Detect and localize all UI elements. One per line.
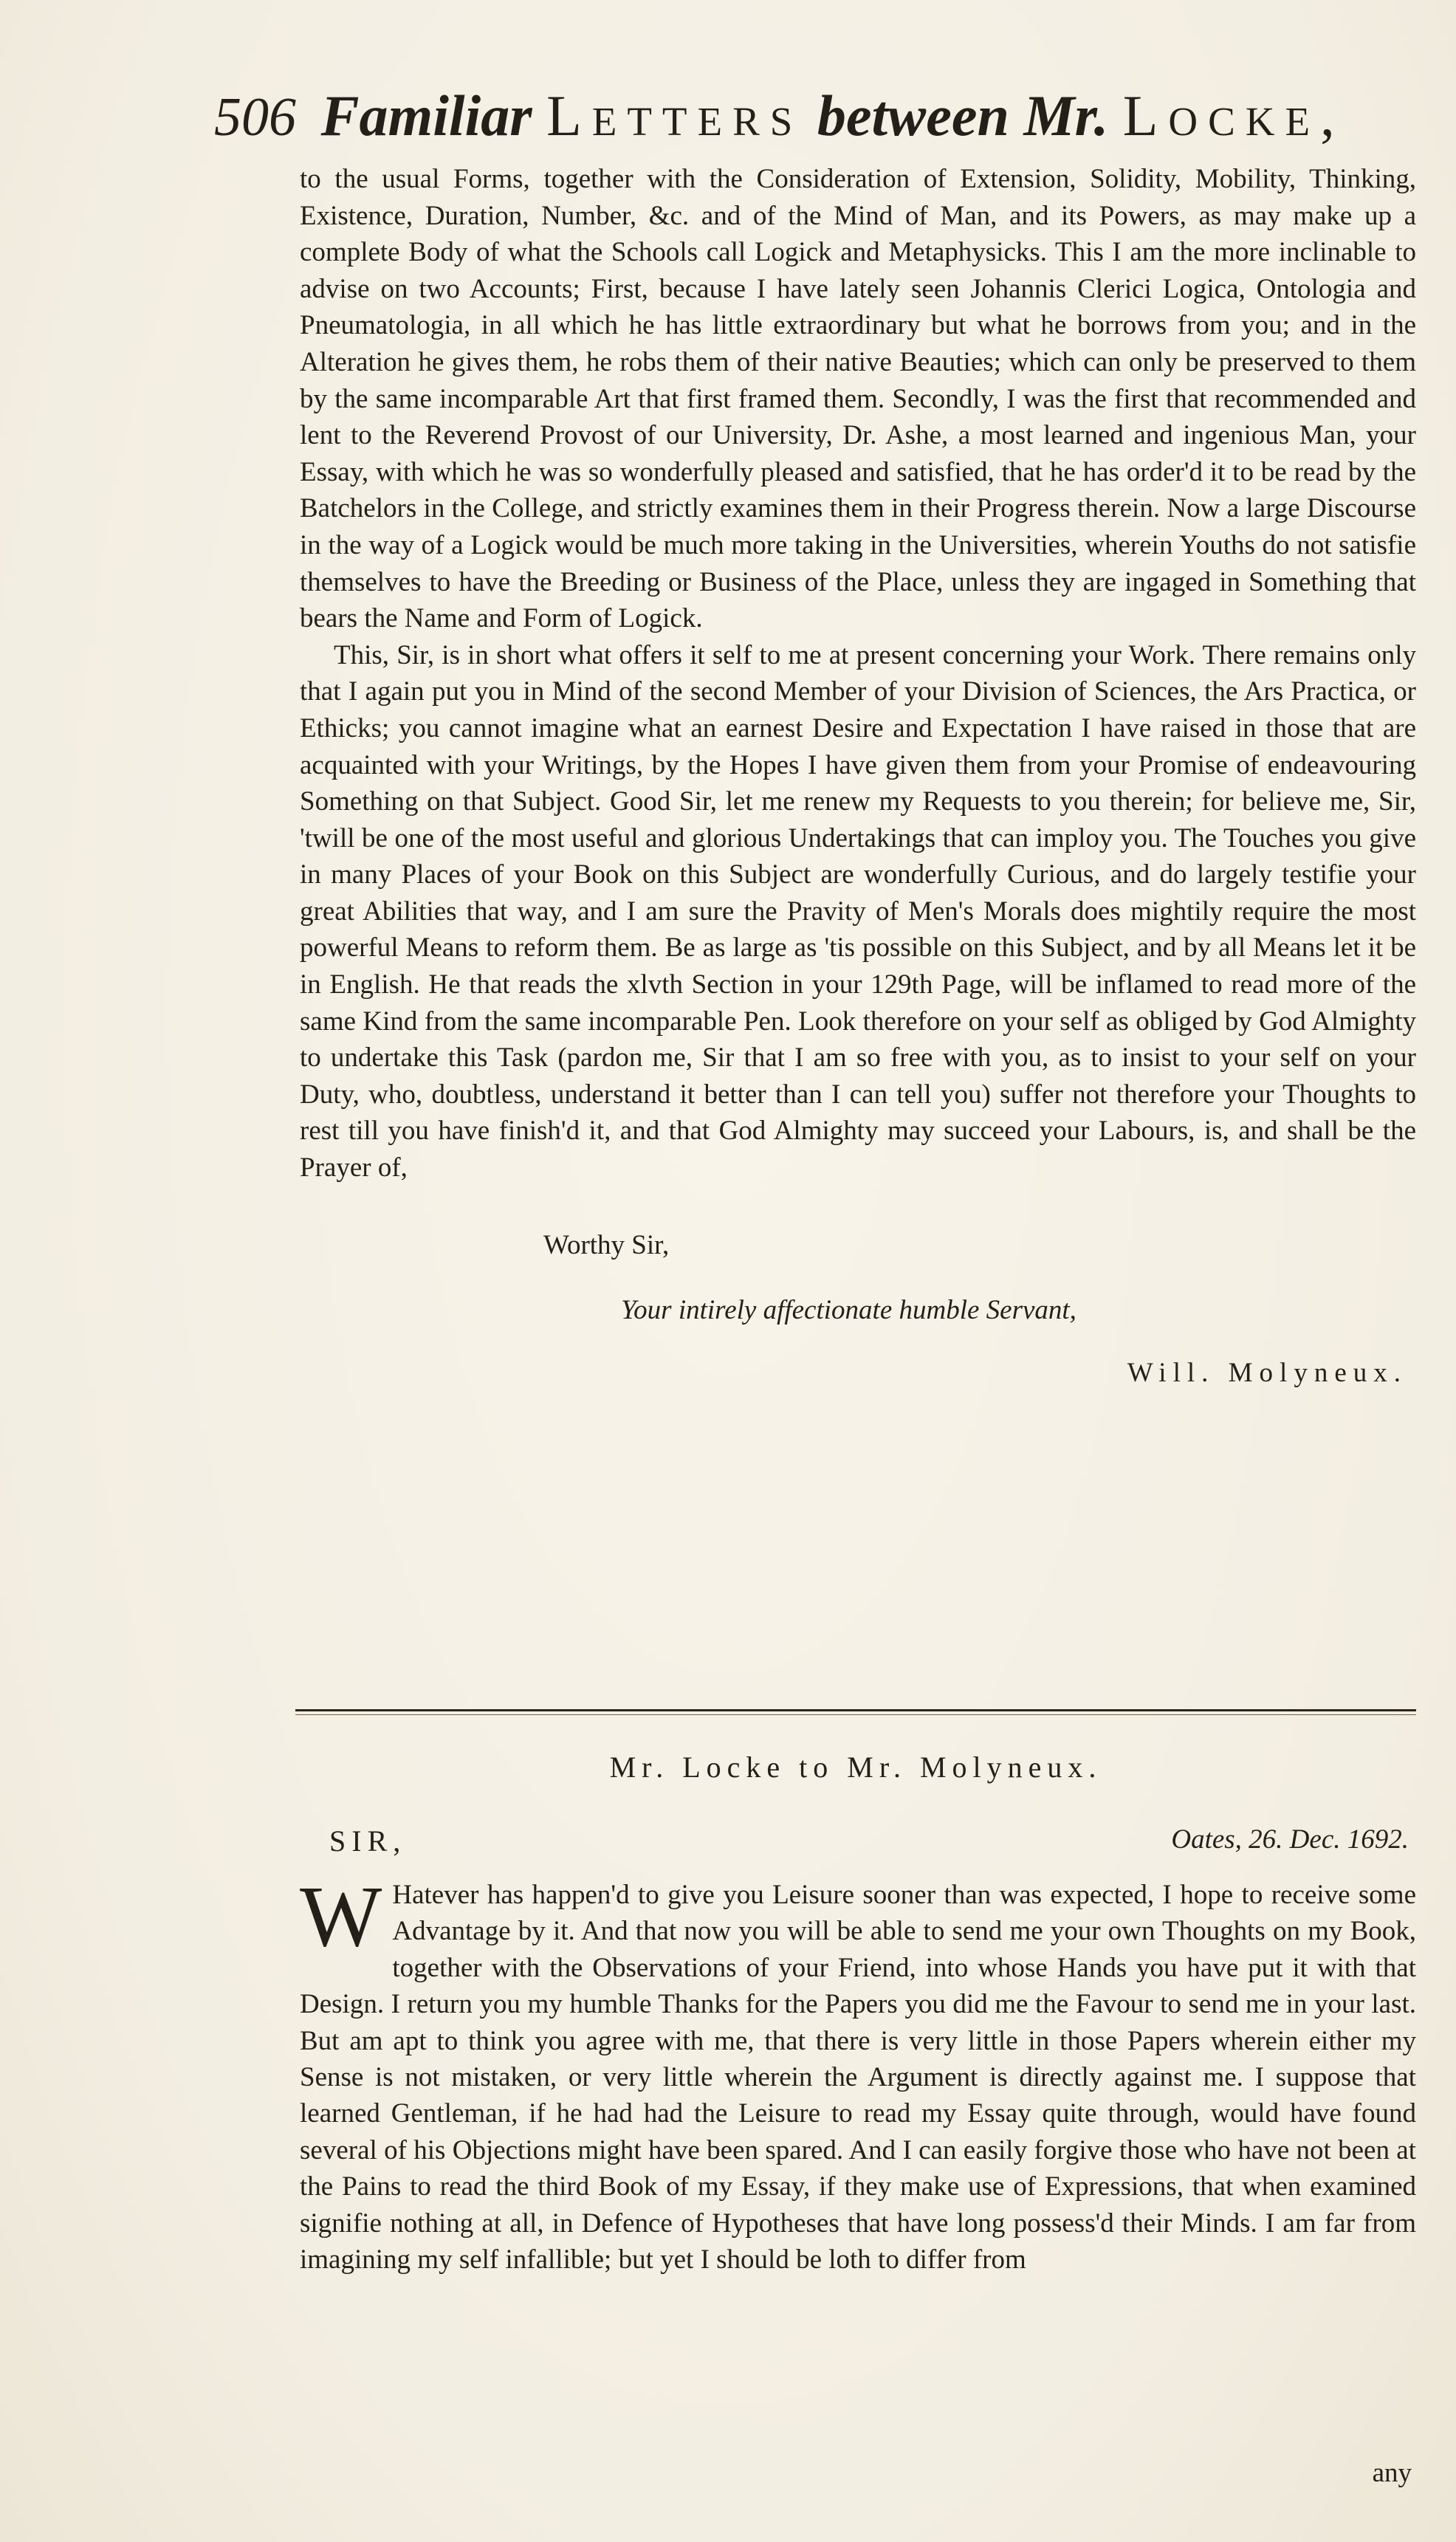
valediction: Your intirely affectionate humble Servant, [621,1294,1076,1325]
letter-paragraph: This, Sir, is in short what offers it self to me at present concerning your Work. There remains only that I again put you in Mind of the second Member of your Division of Sciences, the Ars Practica, or Ethicks; you cannot imagine what an earnest Desire and Expectation I have raised in those that are acquainted with your Writings, by the Hopes I have given them from your Promise of endeavouring Something on that Subject. Good Sir, let me renew my Requests to you therein; for believe me, Sir, 'twill be one of the most useful and glorious Undertakings that can imploy you. The Touches you give in many Places of your Book on this Subject are wonderfully Curious, and do largely testifie your great Abilities that way, and I am sure the Pravity of Men's Morals does mightily require the most powerful Means to reform them. Be as large as 'tis possible on this Subject, and by all Means let it be in English. He that reads the xlvth Section in your 129th Page, will be inflamed to read more of the same Kind from the same incomparable Pen. Look therefore on your self as obliged by God Almighty to undertake this Task (pardon me, Sir that I am so free with you, as to insist to your self on your Duty, who, doubtless, understand it better than I can tell you) suffer not therefore your Thoughts to rest till you have finish'd it, and that God Almighty may succeed your Labours, is, and shall be the Prayer of, [300,639,1416,1184]
running-header [214,83,1425,151]
section-divider-thin [295,1714,1416,1715]
letter-locke-body [300,1868,1416,2278]
letter-heading: Mr. Locke to Mr. Molyneux. [609,1751,1102,1784]
greeting-row [329,1824,1409,1858]
drop-cap: W [300,1868,382,1965]
page-number: 506 [214,87,296,148]
header-title-locke: Locke, [1122,83,1345,148]
salutation: Worthy Sir, [543,1229,670,1260]
header-title-familiar: Familiar [320,83,532,148]
catchword: any [1372,2458,1412,2488]
letter-molyneux-body [300,161,1416,1406]
header-title-letters: Letters [546,83,803,148]
section-divider [295,1709,1416,1711]
letter-closing [300,1223,1416,1406]
letter-paragraph: Hatever has happen'd to give you Leisure sooner than was expected, I hope to receive some Advantage by it. And that now you will be able to send me your own Thoughts on my Book, together with the Observations of your Friend, into whose Hands you have put it with that Design. I return you my humble Thanks for the Papers you did me the Favour to send me in your last. But am apt to think you agree with me, that there is very little in those Papers wherein either my Sense is not mistaken, or very little wherein the Argument is directly against me. I suppose that learned Gentleman, if he had had the Leisure to read my Essay quite through, would have found several of his Objections might have been spared. And I can easily forgive those who have not been at the Pains to read the third Book of my Essay, if they make use of Expressions, that when examined signifie nothing at all, in Defence of Hypotheses that have long possess'd their Minds. I am far from imagining my self infallible; but yet I should be loth to differ from [300,1880,1416,2275]
dateline: Oates, 26. Dec. 1692. [1171,1824,1409,1855]
letter-paragraph: to the usual Forms, together with the Consideration of Extension, Solidity, Mobility, Thinking, Existence, Duration, Number, &c. and of the Mind of Man, and its Powers, as may make up a complete Body of what the Schools call Logick and Metaphysicks. This I am the more inclinable to advise on two Accounts; First, because I have lately seen Johannis Clerici Logica, Ontologia and Pneumatologia, in all which he has little extraordinary but what he borrows from you; and in the Alteration he gives them, he robs them of their native Beauties; which can only be preserved to them by the same incomparable Art that first framed them. Secondly, I was the first that recommended and lent to the Reverend Provost of our University, Dr. Ashe, a most learned and ingenious Man, your Essay, with which he was so wonderfully pleased and satisfied, that he has order'd it to be read by the Batchelors in the College, and strictly examines them in their Progress therein. Now a large Discourse in the way of a Logick would be much more taking in the Universities, wherein Youths do not satisfie themselves to have the Breeding or Business of the Place, unless they are ingaged in Something that bears the Name and Form of Logick. [300,164,1416,634]
signature: Will. Molyneux. [1127,1357,1407,1388]
header-title-between: between Mr. [817,83,1109,148]
greeting: SIR, [329,1824,407,1858]
